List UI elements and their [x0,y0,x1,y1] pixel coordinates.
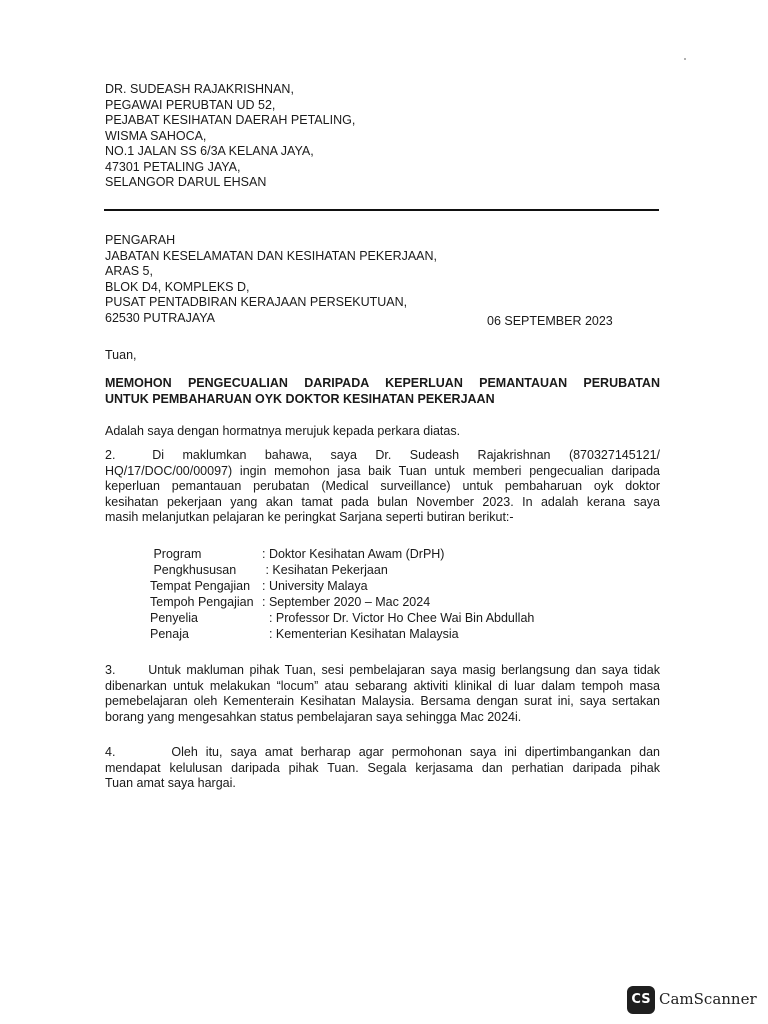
detail-value: : Kementerian Kesihatan Malaysia [262,627,459,641]
detail-value: : September 2020 – Mac 2024 [262,595,431,609]
intro-paragraph: Adalah saya dengan hormatnya merujuk kepada perkara diatas. [105,424,461,438]
paragraph-line: 2. Di maklumkan bahawa, saya Dr. Sudeash Rajakrishnan (870327145121/ [105,448,660,462]
recipient-line: JABATAN KESELAMATAN DAN KESIHATAN PEKERJAAN, [105,248,438,263]
letter-subject [105,376,660,407]
recipient-line: PENGARAH [105,233,176,247]
detail-label: Tempoh Pengajian [150,595,254,609]
detail-value: : University Malaya [262,579,368,593]
recipient-line: 62530 PUTRAJAYA [105,310,216,325]
salutation: Tuan, [105,348,137,362]
sender-line: 47301 PETALING JAYA, [105,159,241,174]
detail-label: Tempat Pengajian [150,579,251,593]
subject-line: UNTUK PEMBAHARUAN OYK DOKTOR KESIHATAN PEKERJAAN [105,391,495,406]
paragraph-line: 4. Oleh itu, saya amat berharap agar permohonan saya ini dipertimbangankan dan [105,745,660,759]
sender-line: NO.1 JALAN SS 6/3A KELANA JAYA, [105,144,314,158]
paragraph-line: Tuan amat saya hargai. [105,776,236,790]
detail-row [150,627,534,643]
paragraph-3 [105,663,660,725]
scan-speck [684,58,686,60]
detail-label: Penaja [150,627,189,641]
paragraph-line: HQ/17/DOC/00/00097) ingin memohon jasa baik Tuan untuk memberi pengecualian daripada [105,463,660,478]
sender-line: PEGAWAI PERUBTAN UD 52, [105,97,276,112]
paragraph-line: dibenarkan untuk melakukan “locum” atau sebarang aktiviti klinikal di luar dalam tempoh masa [105,678,660,693]
paragraph-2 [105,448,660,526]
recipient-address [105,233,625,326]
detail-label: Program [150,547,202,561]
study-details [150,547,534,643]
detail-value: : Professor Dr. Victor Ho Chee Wai Bin Abdullah [262,611,535,625]
subject-line: MEMOHON PENGECUALIAN DARIPADA KEPERLUAN PEMANTAUAN PERUBATAN [105,376,660,390]
detail-label: Penyelia [150,611,198,625]
detail-label: Pengkhususan [150,563,237,577]
paragraph-line: mendapat kelulusan daripada pihak Tuan. Segala kerjasama dan perhatian daripada pihak [105,760,660,775]
detail-row [150,595,534,611]
camscanner-brand: CamScanner [659,990,757,1009]
camscanner-logo-icon: CS [627,986,655,1014]
sender-line: SELANGOR DARUL EHSAN [105,175,267,189]
detail-value: : Kesihatan Pekerjaan [262,563,388,577]
recipient-line: PUSAT PENTADBIRAN KERAJAAN PERSEKUTUAN, [105,295,408,309]
sender-address [105,82,355,191]
sender-line: PEJABAT KESIHATAN DAERAH PETALING, [105,113,356,127]
sender-line: DR. SUDEASH RAJAKRISHNAN, [105,82,294,96]
paragraph-line: borang yang mengesahkan status pembelajaran saya sehingga Mac 2024i. [105,709,522,724]
header-divider [104,209,659,211]
camscanner-watermark [627,986,757,1014]
sender-line: WISMA SAHOCA, [105,128,207,143]
paragraph-4 [105,745,660,792]
detail-row [150,579,534,595]
detail-row [150,611,534,627]
detail-row [150,547,534,563]
paragraph-line: kesihatan pekerjaan yang akan tamat pada bulan November 2023. In adalah kerana saya [105,494,660,509]
recipient-line: ARAS 5, [105,264,153,278]
detail-value: : Doktor Kesihatan Awam (DrPH) [262,547,445,561]
paragraph-line: pemebelajaran oleh Kementerain Kesihatan Malaysia. Bersama dengan surat ini, saya sertakan [105,694,660,708]
detail-row [150,563,534,579]
recipient-line: BLOK D4, KOMPLEKS D, [105,279,250,294]
paragraph-line: 3. Untuk makluman pihak Tuan, sesi pembelajaran saya masig berlangsung dan saya tidak [105,663,660,677]
paragraph-line: keperluan pemantauan perubatan (Medical surveillance) untuk pembaharuan oyk doktor [105,479,660,493]
letter-date: 06 SEPTEMBER 2023 [487,314,613,328]
paragraph-line: masih melanjutkan pelajaran ke peringkat Sarjana seperti butiran berikut:- [105,510,514,524]
